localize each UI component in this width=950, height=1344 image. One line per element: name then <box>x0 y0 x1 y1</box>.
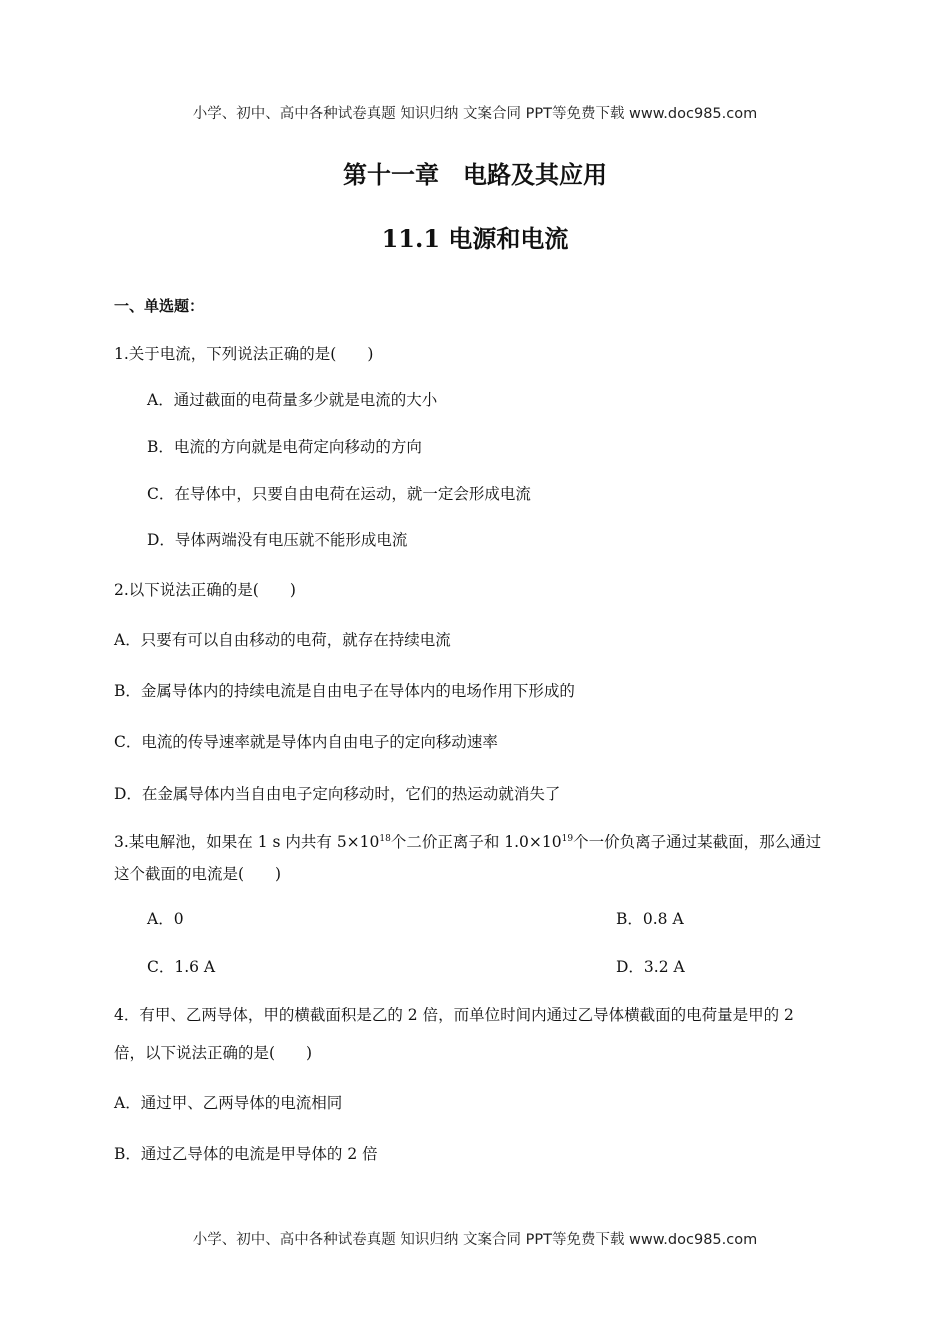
page-header: 小学、初中、高中各种试卷真题 知识归纳 文案合同 PPT等免费下载 www.doc985.com <box>192 106 758 122</box>
q3-stem-part-c: 个一价负离子通过某截面，那么通过 <box>573 833 822 851</box>
q2-option-a: A．只要有可以自由移动的电荷，就存在持续电流 <box>114 631 451 649</box>
q3-option-c: C．1.6 A <box>147 958 216 976</box>
section-title: 11.1 电源和电流 <box>381 224 569 253</box>
page-footer: 小学、初中、高中各种试卷真题 知识归纳 文案合同 PPT等免费下载 www.doc985.com <box>192 1232 758 1248</box>
q3-stem-part-b: 个二价正离子和 1.0×10 <box>390 833 562 851</box>
q3-stem-line1 <box>114 830 821 852</box>
q2-option-c: C．电流的传导速率就是导体内自由电子的定向移动速率 <box>114 733 498 751</box>
q4-option-a: A．通过甲、乙两导体的电流相同 <box>114 1094 343 1112</box>
q2-stem: 2.以下说法正确的是( ) <box>114 581 296 599</box>
q2-option-b: B．金属导体内的持续电流是自由电子在导体内的电场作用下形成的 <box>114 682 575 700</box>
q1-option-b: B．电流的方向就是电荷定向移动的方向 <box>147 438 422 456</box>
q3-stem-part-a: 3.某电解池，如果在 1 s 内共有 5×10 <box>114 833 380 851</box>
q1-option-a: A．通过截面的电荷量多少就是电流的大小 <box>147 391 438 409</box>
q2-option-d: D．在金属导体内当自由电子定向移动时，它们的热运动就消失了 <box>114 785 561 803</box>
q1-option-d: D．导体两端没有电压就不能形成电流 <box>147 531 408 549</box>
section-heading: 一、单选题： <box>114 297 205 315</box>
q3-option-d: D．3.2 A <box>616 958 685 976</box>
q3-option-b: B．0.8 A <box>616 910 684 928</box>
q4-stem-line2: 倍，以下说法正确的是( ) <box>114 1044 313 1062</box>
q4-option-b: B．通过乙导体的电流是甲导体的 2 倍 <box>114 1145 378 1163</box>
q1-stem: 1.关于电流，下列说法正确的是( ) <box>114 345 374 363</box>
q1-option-c: C．在导体中，只要自由电荷在运动，就一定会形成电流 <box>147 485 531 503</box>
q3-stem-line2: 这个截面的电流是( ) <box>114 865 282 883</box>
q4-stem-line1: 4．有甲、乙两导体，甲的横截面积是乙的 2 倍，而单位时间内通过乙导体横截面的电荷量是甲的 2 <box>114 1006 794 1024</box>
q3-option-a: A．0 <box>147 910 184 928</box>
q3-exponent-1: 18 <box>379 834 391 844</box>
chapter-title: 第十一章 电路及其应用 <box>343 160 607 189</box>
q3-exponent-2: 19 <box>561 834 574 844</box>
